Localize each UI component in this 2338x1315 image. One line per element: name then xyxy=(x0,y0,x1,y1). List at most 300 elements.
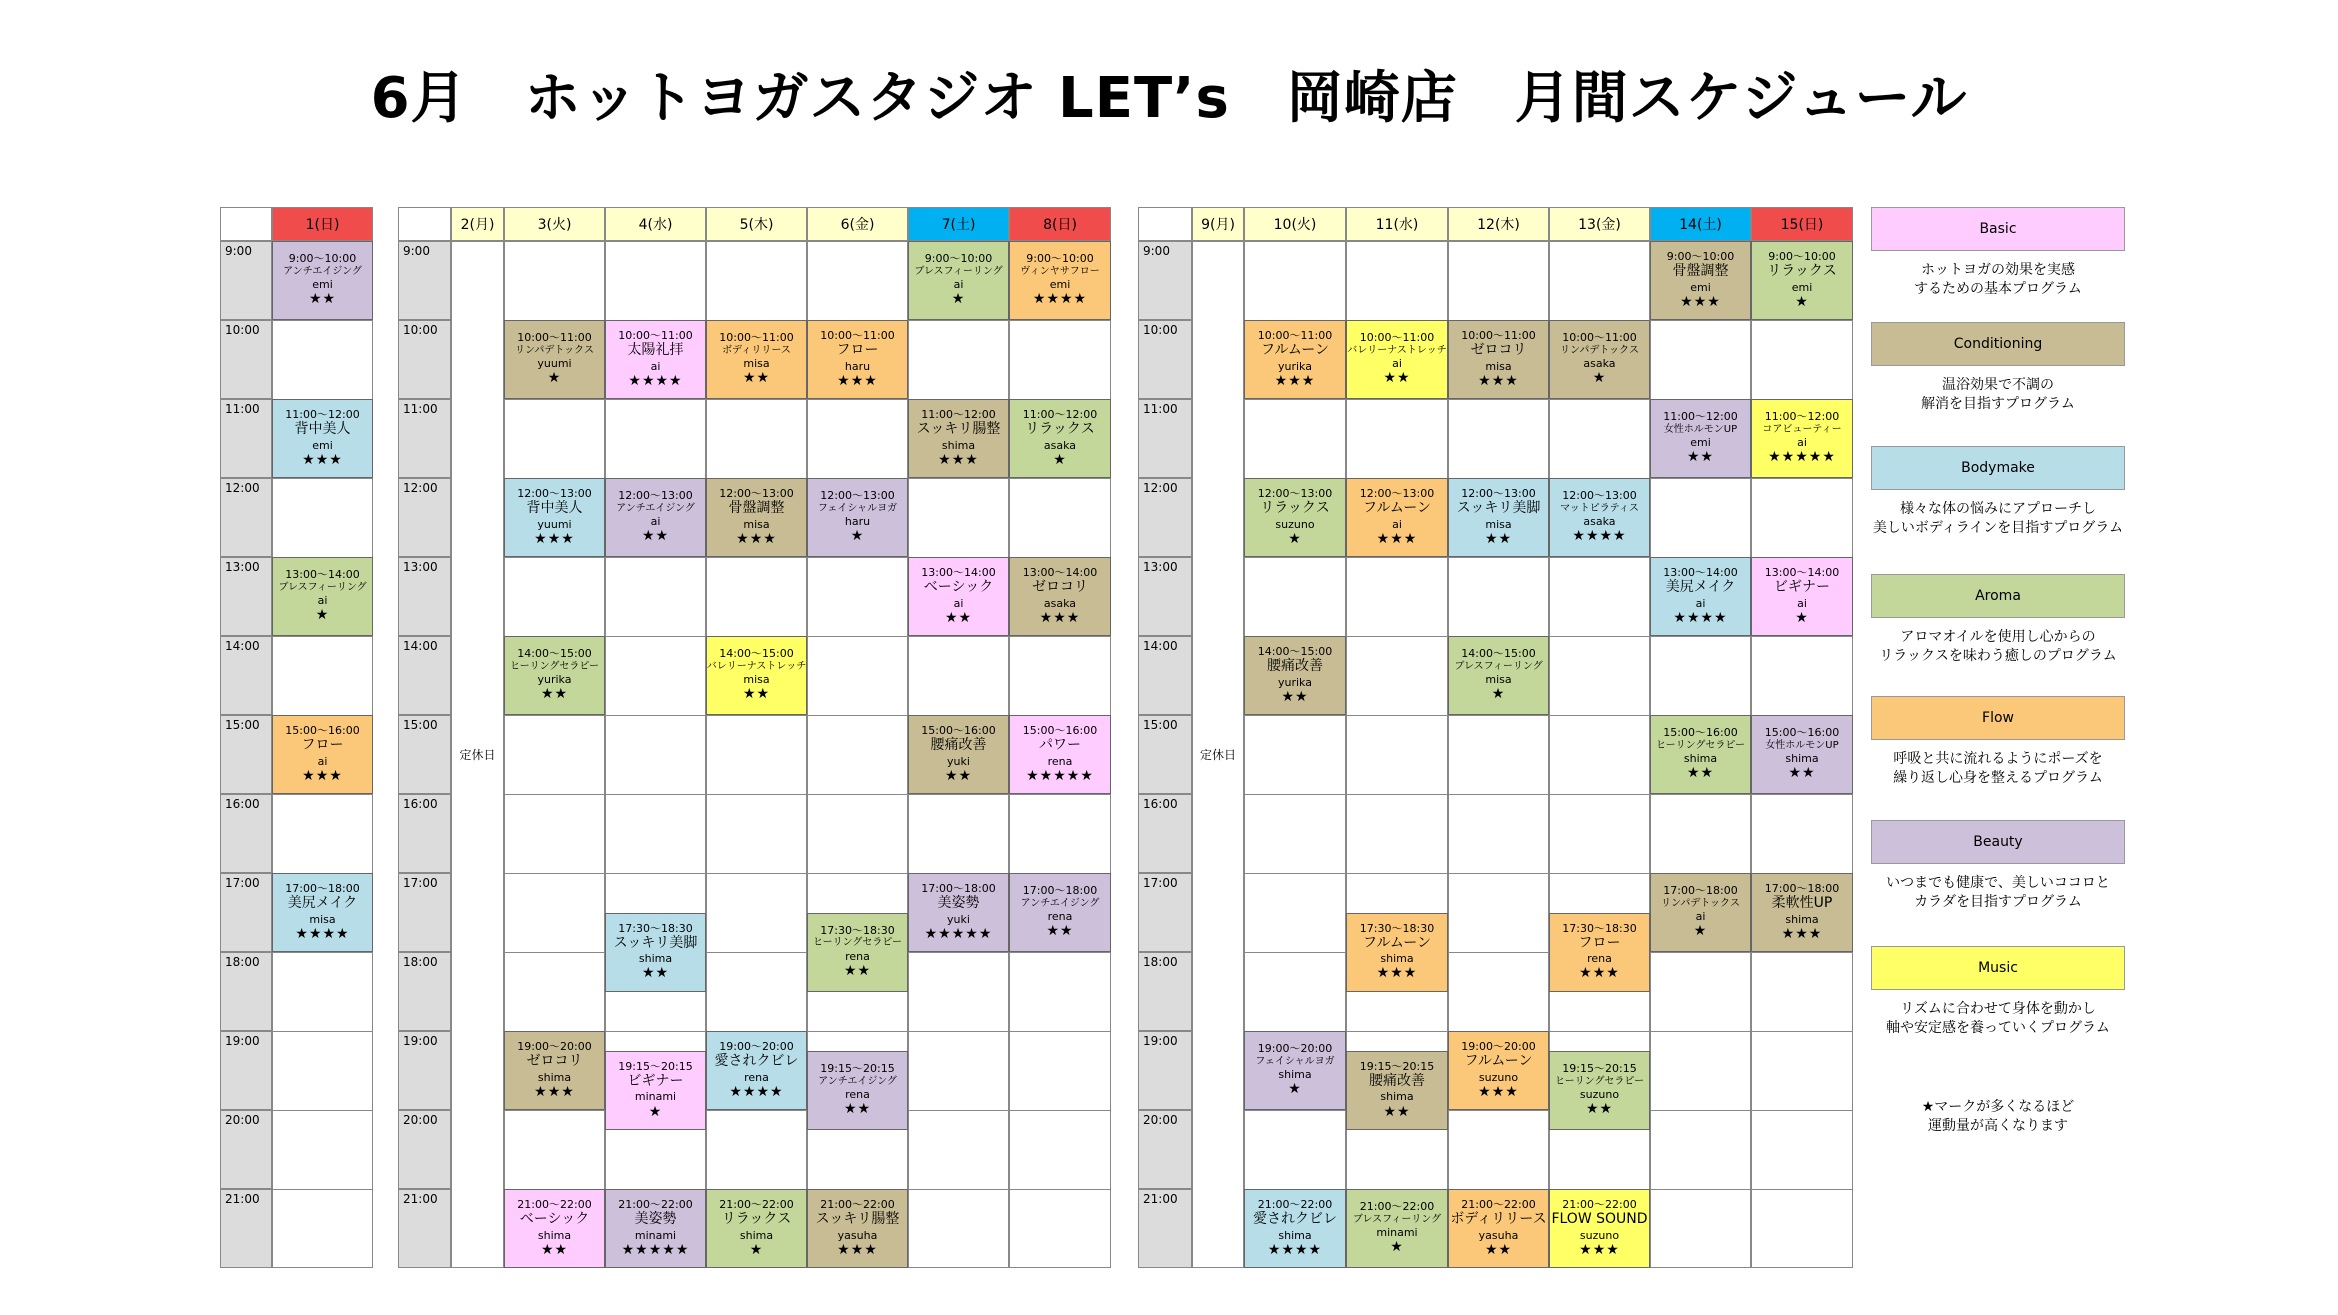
day-header: 6(金) xyxy=(807,207,908,241)
legend-flow: Flow xyxy=(1871,696,2125,740)
class-instructor: ai xyxy=(650,515,661,529)
row-line xyxy=(1009,1189,1111,1190)
class-stars: ★★★ xyxy=(1579,965,1620,982)
class-time: 19:00～20:00 xyxy=(1257,1042,1333,1056)
class-instructor: shima xyxy=(537,1070,572,1084)
class-cell[interactable] xyxy=(1751,715,1853,794)
class-cell[interactable] xyxy=(605,913,706,992)
time-slot: 19:00 xyxy=(1138,1031,1192,1110)
class-time: 11:00～12:00 xyxy=(285,408,360,422)
class-instructor: suzuno xyxy=(1275,517,1315,531)
class-cell[interactable] xyxy=(504,636,605,715)
class-cell[interactable] xyxy=(1448,1189,1549,1268)
class-cell[interactable] xyxy=(706,1189,807,1268)
day-header: 7(土) xyxy=(908,207,1009,241)
time-slot: 10:00 xyxy=(398,320,451,399)
class-cell[interactable] xyxy=(1346,478,1448,557)
class-stars: ★★ xyxy=(1046,923,1074,940)
class-stars: ★★★★ xyxy=(1267,1241,1323,1258)
class-instructor: emi xyxy=(1791,280,1813,294)
class-cell[interactable] xyxy=(1244,320,1346,399)
row-line xyxy=(706,873,807,874)
class-stars: ★★★★ xyxy=(1572,528,1627,545)
class-name: リラックス xyxy=(1260,500,1330,517)
row-line xyxy=(908,1031,1009,1032)
class-instructor: shima xyxy=(739,1228,774,1242)
class-time: 10:00～11:00 xyxy=(1257,329,1333,343)
row-line xyxy=(1244,399,1346,400)
class-cell[interactable] xyxy=(1009,715,1111,794)
legend-aroma: Aroma xyxy=(1871,574,2125,618)
row-line xyxy=(1751,1110,1853,1111)
time-slot: 17:00 xyxy=(398,873,451,952)
class-instructor: rena xyxy=(744,1070,769,1084)
class-stars: ★ xyxy=(951,291,966,308)
class-instructor: haru xyxy=(844,515,871,529)
class-cell[interactable] xyxy=(1751,873,1853,952)
row-line xyxy=(1244,715,1346,716)
class-name: リラックス xyxy=(721,1211,792,1228)
class-stars: ★ xyxy=(1288,1081,1302,1098)
day-header: 10(火) xyxy=(1244,207,1346,241)
class-stars: ★★ xyxy=(540,1241,569,1258)
class-stars: ★★ xyxy=(1383,370,1411,387)
class-time: 15:00～16:00 xyxy=(1022,724,1098,738)
class-name: ボディリリース xyxy=(722,344,791,356)
row-line xyxy=(1448,794,1549,795)
row-line xyxy=(1009,478,1111,479)
class-name: フルムーン xyxy=(1464,1053,1533,1070)
row-line xyxy=(1549,715,1650,716)
class-cell[interactable] xyxy=(1549,320,1650,399)
class-stars: ★★ xyxy=(944,609,973,626)
class-time: 13:00～14:00 xyxy=(921,566,996,580)
row-line xyxy=(1751,952,1853,953)
class-time: 12:00～13:00 xyxy=(719,487,794,501)
row-line xyxy=(1244,952,1346,953)
class-name: 腰痛改善 xyxy=(1267,658,1323,675)
class-instructor: shima xyxy=(1683,752,1718,766)
class-time: 15:00～16:00 xyxy=(1663,726,1738,740)
class-cell[interactable] xyxy=(1448,478,1549,557)
row-line xyxy=(605,557,706,558)
class-cell[interactable] xyxy=(605,478,706,557)
class-time: 10:00～11:00 xyxy=(1359,331,1435,345)
class-time: 21:00～22:00 xyxy=(1359,1200,1435,1214)
class-time: 14:00～15:00 xyxy=(1461,647,1536,661)
row-line xyxy=(504,557,605,558)
class-cell[interactable] xyxy=(1751,399,1853,478)
class-time: 19:15～20:15 xyxy=(618,1059,693,1073)
class-cell[interactable] xyxy=(1448,636,1549,715)
row-line xyxy=(1346,557,1448,558)
class-stars: ★★★ xyxy=(1274,372,1316,389)
class-name: ヒーリングセラピー xyxy=(1555,1075,1644,1087)
class-cell[interactable] xyxy=(504,1189,605,1268)
page-title: 6月 ホットヨガスタジオ LET’s 岡崎店 月間スケジュール xyxy=(370,66,1968,131)
class-cell[interactable] xyxy=(908,241,1009,320)
day-header: 4(水) xyxy=(605,207,706,241)
row-line xyxy=(706,557,807,558)
class-instructor: rena xyxy=(845,1087,870,1101)
row-line xyxy=(1346,873,1448,874)
row-line xyxy=(1549,794,1650,795)
row-line xyxy=(908,952,1009,953)
class-stars: ★ xyxy=(850,528,865,545)
class-name: 美尻メイク xyxy=(287,895,358,912)
class-stars: ★★★ xyxy=(938,451,979,468)
class-cell[interactable] xyxy=(1751,241,1853,320)
class-time: 11:00～12:00 xyxy=(1663,410,1738,424)
class-name: 背中美人 xyxy=(294,421,351,438)
row-line xyxy=(1549,636,1650,637)
class-stars: ★★★ xyxy=(302,767,343,784)
class-cell[interactable] xyxy=(1650,715,1751,794)
class-stars: ★★★★ xyxy=(1673,609,1728,626)
class-cell[interactable] xyxy=(908,557,1009,636)
day-header: 9(月) xyxy=(1192,207,1244,241)
row-line xyxy=(1549,873,1650,874)
class-cell[interactable] xyxy=(1009,399,1111,478)
class-name: 美姿勢 xyxy=(634,1211,677,1228)
row-line xyxy=(1009,636,1111,637)
class-instructor: ai xyxy=(1695,910,1706,924)
class-stars: ★ xyxy=(1795,293,1809,310)
class-name: ヒーリングセラピー xyxy=(510,660,599,672)
row-line xyxy=(504,1110,605,1111)
class-name: ゼロコリ xyxy=(526,1053,583,1070)
row-line xyxy=(605,1031,706,1032)
class-name: アンチエイジング xyxy=(616,502,695,514)
row-line xyxy=(1751,1031,1853,1032)
class-instructor: yurika xyxy=(537,673,572,687)
class-stars: ★★ xyxy=(1788,765,1816,782)
class-name: 腰痛改善 xyxy=(1369,1073,1425,1090)
class-cell[interactable] xyxy=(1650,399,1751,478)
row-line xyxy=(807,399,908,400)
class-cell[interactable] xyxy=(1009,241,1111,320)
class-cell[interactable] xyxy=(504,478,605,557)
class-name: フルムーン xyxy=(1261,342,1329,359)
time-slot: 9:00 xyxy=(220,241,272,320)
row-line xyxy=(1346,1031,1448,1032)
class-time: 9:00～10:00 xyxy=(1768,250,1836,264)
class-cell[interactable] xyxy=(272,399,373,478)
class-cell[interactable] xyxy=(1244,1189,1346,1268)
class-time: 21:00～22:00 xyxy=(618,1198,693,1212)
class-time: 14:00～15:00 xyxy=(517,647,592,661)
row-line xyxy=(605,399,706,400)
class-stars: ★★ xyxy=(742,370,771,387)
class-stars: ★ xyxy=(1053,451,1067,468)
legend-description: ホットヨガの効果を実感 するための基本プログラム xyxy=(1914,262,2082,297)
row-line xyxy=(272,320,373,321)
class-stars: ★★ xyxy=(540,686,569,703)
class-stars: ★★★★★ xyxy=(621,1241,690,1258)
class-name: 太陽礼拝 xyxy=(627,342,684,359)
time-slot: 11:00 xyxy=(1138,399,1192,478)
class-cell[interactable] xyxy=(1448,1031,1549,1110)
class-time: 11:00～12:00 xyxy=(921,408,996,422)
class-time: 12:00～13:00 xyxy=(820,489,895,503)
class-cell[interactable] xyxy=(807,478,908,557)
row-line xyxy=(504,399,605,400)
class-name: フェイシャルヨガ xyxy=(817,502,898,514)
class-cell[interactable] xyxy=(706,636,807,715)
class-cell[interactable] xyxy=(1244,636,1346,715)
class-stars: ★★★ xyxy=(1579,1241,1620,1258)
legend-description: いつまでも健康で、美しいココロと カラダを目指すプログラム xyxy=(1886,875,2110,910)
class-cell[interactable] xyxy=(1549,1051,1650,1130)
class-instructor: yasuha xyxy=(837,1228,878,1242)
time-slot: 18:00 xyxy=(1138,952,1192,1031)
time-slot: 11:00 xyxy=(220,399,272,478)
row-line xyxy=(504,952,605,953)
class-cell[interactable] xyxy=(272,557,373,636)
row-line xyxy=(1751,636,1853,637)
class-cell[interactable] xyxy=(1549,478,1650,557)
row-line xyxy=(272,1031,373,1032)
row-line xyxy=(1549,557,1650,558)
class-name: 腰痛改善 xyxy=(930,737,987,754)
row-line xyxy=(1009,1031,1111,1032)
class-name: 骨盤調整 xyxy=(728,500,785,517)
class-time: 12:00～13:00 xyxy=(1562,489,1637,503)
class-cell[interactable] xyxy=(1244,478,1346,557)
class-instructor: rena xyxy=(1047,910,1073,924)
class-name: リンパデトックス xyxy=(1661,897,1740,909)
class-stars: ★★ xyxy=(641,965,670,982)
time-slot: 9:00 xyxy=(1138,241,1192,320)
row-line xyxy=(504,794,605,795)
row-line xyxy=(504,873,605,874)
class-cell[interactable] xyxy=(272,241,373,320)
class-cell[interactable] xyxy=(1346,913,1448,992)
class-cell[interactable] xyxy=(1448,320,1549,399)
class-instructor: shima xyxy=(1785,752,1819,766)
class-name: ブレスフィーリング xyxy=(1352,1213,1442,1225)
time-slot: 10:00 xyxy=(1138,320,1192,399)
class-name: コアビューティー xyxy=(1762,423,1842,435)
class-time: 15:00～16:00 xyxy=(285,724,360,738)
class-stars: ★ xyxy=(1693,923,1708,940)
class-cell[interactable] xyxy=(807,1051,908,1130)
row-line xyxy=(1346,715,1448,716)
class-cell[interactable] xyxy=(706,320,807,399)
class-instructor: haru xyxy=(844,359,871,373)
class-stars: ★★★ xyxy=(736,530,777,547)
class-instructor: asaka xyxy=(1043,438,1077,452)
class-cell[interactable] xyxy=(605,1189,706,1268)
class-stars: ★★★ xyxy=(1376,530,1418,547)
class-time: 10:00～11:00 xyxy=(517,331,592,345)
class-time: 17:30～18:30 xyxy=(618,921,693,935)
class-name: ヒーリングセラピー xyxy=(1656,739,1745,751)
class-time: 9:00～10:00 xyxy=(924,252,993,266)
time-slot: 13:00 xyxy=(220,557,272,636)
class-time: 12:00～13:00 xyxy=(1359,487,1435,501)
class-stars: ★ xyxy=(1795,609,1809,626)
row-line xyxy=(1650,1031,1751,1032)
class-cell[interactable] xyxy=(908,399,1009,478)
row-line xyxy=(1448,399,1549,400)
class-name: ベーシック xyxy=(923,579,994,596)
class-cell[interactable] xyxy=(1549,1189,1650,1268)
row-line xyxy=(1244,873,1346,874)
class-stars: ★★★ xyxy=(302,451,343,468)
row-line xyxy=(908,1110,1009,1111)
legend-description: アロマオイルを使用し心からの リラックスを味わう癒しのプログラム xyxy=(1879,629,2117,664)
class-cell[interactable] xyxy=(1650,241,1751,320)
row-line xyxy=(1650,1189,1751,1190)
class-cell[interactable] xyxy=(1346,1189,1448,1268)
row-line xyxy=(1448,715,1549,716)
class-name: アンチエイジング xyxy=(283,265,362,277)
row-line xyxy=(1751,320,1853,321)
class-instructor: suzuno xyxy=(1579,1087,1620,1101)
class-instructor: suzuno xyxy=(1579,1228,1620,1242)
row-line xyxy=(1751,1189,1853,1190)
class-time: 10:00～11:00 xyxy=(719,331,794,345)
class-cell[interactable] xyxy=(807,1189,908,1268)
row-line xyxy=(1244,794,1346,795)
class-name: FLOW SOUND xyxy=(1551,1211,1648,1228)
row-line xyxy=(605,636,706,637)
time-slot: 18:00 xyxy=(398,952,451,1031)
class-cell[interactable] xyxy=(706,478,807,557)
class-cell[interactable] xyxy=(908,873,1009,952)
class-instructor: rena xyxy=(1587,952,1612,965)
class-cell[interactable] xyxy=(1009,873,1111,952)
class-stars: ★★ xyxy=(742,686,771,703)
class-instructor: yurika xyxy=(1278,359,1312,373)
class-name: アンチエイジング xyxy=(818,1075,897,1087)
class-instructor: asaka xyxy=(1583,357,1616,371)
day-header: 14(土) xyxy=(1650,207,1751,241)
class-cell[interactable] xyxy=(504,320,605,399)
class-instructor: ai xyxy=(1797,596,1807,610)
class-stars: ★★★ xyxy=(1376,965,1418,982)
class-instructor: rena xyxy=(1047,754,1073,768)
class-time: 17:00～18:00 xyxy=(285,882,360,896)
class-cell[interactable] xyxy=(605,320,706,399)
day-header: 5(木) xyxy=(706,207,807,241)
class-stars: ★★★ xyxy=(1039,609,1081,626)
class-time: 12:00～13:00 xyxy=(517,487,592,501)
class-time: 9:00～10:00 xyxy=(1026,252,1094,266)
time-slot: 17:00 xyxy=(1138,873,1192,952)
class-cell[interactable] xyxy=(807,320,908,399)
class-stars: ★ xyxy=(1592,370,1607,387)
class-name: リンパデトックス xyxy=(515,344,594,356)
class-instructor: shima xyxy=(638,952,673,965)
class-cell[interactable] xyxy=(272,873,373,952)
class-cell[interactable] xyxy=(504,1031,605,1110)
class-name: ビギナー xyxy=(627,1073,684,1090)
class-cell[interactable] xyxy=(1650,873,1751,952)
row-line xyxy=(272,952,373,953)
class-cell[interactable] xyxy=(272,715,373,794)
class-name: ヒーリングセラピー xyxy=(813,937,902,949)
class-time: 11:00～12:00 xyxy=(1764,410,1840,424)
class-cell[interactable] xyxy=(1549,913,1650,992)
class-stars: ★★★ xyxy=(1781,925,1823,942)
row-line xyxy=(272,1189,373,1190)
row-line xyxy=(908,320,1009,321)
day-header: 3(火) xyxy=(504,207,605,241)
class-name: スッキリ美脚 xyxy=(1456,500,1541,517)
class-stars: ★★★ xyxy=(534,530,575,547)
class-time: 9:00～10:00 xyxy=(288,252,357,266)
class-time: 19:00～20:00 xyxy=(719,1040,794,1054)
class-instructor: rena xyxy=(845,949,870,963)
row-line xyxy=(1346,636,1448,637)
time-slot: 13:00 xyxy=(398,557,451,636)
class-cell[interactable] xyxy=(1346,1051,1448,1130)
class-cell[interactable] xyxy=(807,913,908,992)
class-name: 美姿勢 xyxy=(937,895,980,912)
class-stars: ★ xyxy=(315,607,330,624)
class-cell[interactable] xyxy=(1650,557,1751,636)
class-time: 17:30～18:30 xyxy=(820,923,895,937)
class-stars: ★★★★★ xyxy=(924,925,993,942)
class-instructor: misa xyxy=(743,357,770,371)
class-name: 愛されクビレ xyxy=(714,1053,799,1070)
row-line xyxy=(272,478,373,479)
class-cell[interactable] xyxy=(908,715,1009,794)
class-name: 骨盤調整 xyxy=(1672,263,1729,280)
legend-description: 温浴効果で不調の 解消を目指すプログラム xyxy=(1921,377,2075,412)
class-cell[interactable] xyxy=(1346,320,1448,399)
class-stars: ★ xyxy=(749,1241,764,1258)
class-instructor: ai xyxy=(953,596,964,610)
class-stars: ★ xyxy=(1288,530,1302,547)
class-time: 21:00～22:00 xyxy=(820,1198,895,1212)
class-time: 17:00～18:00 xyxy=(1663,884,1738,898)
class-stars: ★★ xyxy=(843,962,872,979)
class-time: 17:00～18:00 xyxy=(1022,884,1098,898)
class-time: 12:00～13:00 xyxy=(618,489,693,503)
class-instructor: misa xyxy=(743,517,770,531)
class-name: ゼロコリ xyxy=(1470,342,1527,359)
class-stars: ★★ xyxy=(308,291,337,308)
class-stars: ★★ xyxy=(843,1101,872,1118)
row-line xyxy=(1346,794,1448,795)
class-stars: ★★★★ xyxy=(628,372,683,389)
class-instructor: shima xyxy=(1380,952,1414,965)
class-cell[interactable] xyxy=(706,1031,807,1110)
row-line xyxy=(1244,1110,1346,1111)
legend-description: 呼吸と共に流れるようにポーズを 繰り返し心身を整えるプログラム xyxy=(1893,751,2103,786)
closed-day-label: 定休日 xyxy=(459,748,496,762)
class-stars: ★★ xyxy=(944,767,973,784)
row-line xyxy=(706,794,807,795)
row-line xyxy=(1650,952,1751,953)
class-name: 柔軟性UP xyxy=(1771,895,1833,912)
class-time: 13:00～14:00 xyxy=(1663,566,1738,580)
class-cell[interactable] xyxy=(605,1051,706,1130)
class-cell[interactable] xyxy=(1751,557,1853,636)
class-cell[interactable] xyxy=(1009,557,1111,636)
row-line xyxy=(1650,794,1751,795)
closed-day-label: 定休日 xyxy=(1199,748,1236,762)
class-cell[interactable] xyxy=(1244,1031,1346,1110)
class-stars: ★ xyxy=(547,370,562,387)
class-instructor: shima xyxy=(1785,912,1819,926)
time-slot: 9:00 xyxy=(398,241,451,320)
row-line xyxy=(1549,399,1650,400)
class-instructor: emi xyxy=(312,278,333,292)
